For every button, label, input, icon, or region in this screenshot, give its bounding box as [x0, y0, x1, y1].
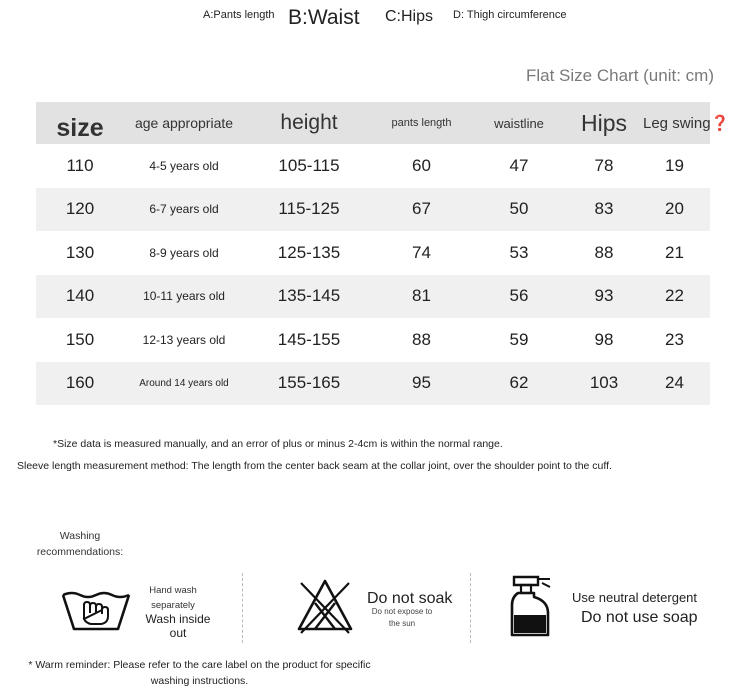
no-sun-label: Do not expose to the sun [371, 607, 433, 628]
table-row [36, 318, 710, 362]
no-bleach-triangle-icon [295, 577, 355, 640]
cell-leg-swing: 20 [665, 199, 684, 219]
cell-pants-length: 74 [412, 242, 431, 262]
hand-wash-line3: Wash inside out [145, 612, 211, 640]
cell-hips: 78 [594, 155, 614, 175]
washing-title: Washing recommendations: [36, 530, 124, 558]
divider [242, 573, 243, 643]
cell-waistline: 50 [509, 199, 529, 219]
chart-title: Flat Size Chart (unit: cm) [526, 66, 714, 85]
cell-size: 130 [65, 242, 95, 262]
cell-leg-swing: 21 [665, 242, 684, 262]
cell-age: 8-9 years old [149, 245, 219, 260]
header-size: size [56, 113, 104, 142]
table-row [36, 144, 710, 188]
size-table [36, 102, 730, 405]
header-waistline: waistline [494, 115, 544, 131]
no-soap-label: Do not use soap [581, 609, 698, 626]
hand-wash-basin-icon [60, 583, 132, 640]
no-soak-label: Do not soak [367, 590, 453, 607]
cell-age: 4-5 years old [149, 158, 219, 173]
cell-hips: 103 [589, 373, 619, 393]
neutral-detergent-label: Use neutral detergent [572, 590, 698, 605]
warm-reminder: * Warm reminder: Please refer to the care label on the product for specific washing instructions. [28, 659, 371, 687]
cell-leg-swing: 23 [665, 329, 684, 349]
header-pants-length: pants length [391, 117, 452, 129]
cell-waistline: 62 [509, 373, 529, 393]
cell-waistline: 59 [509, 329, 529, 349]
legend-waist: B:Waist [288, 6, 360, 29]
table-header [36, 102, 730, 144]
cell-pants-length: 88 [412, 329, 431, 349]
cell-pants-length: 67 [412, 199, 431, 219]
header-age: age appropriate [134, 115, 234, 131]
cell-size: 160 [65, 373, 95, 393]
sleeve-note: Sleeve length measurement method: The length from the center back seam at the collar joint, over the shoulder point to the cuff. [17, 460, 612, 472]
cell-hips: 88 [594, 242, 614, 262]
measurement-note: *Size data is measured manually, and an error of plus or minus 2-4cm is within the normal range. [53, 438, 503, 450]
cell-waistline: 47 [509, 155, 529, 175]
cell-height: 115-125 [278, 199, 340, 219]
table-row [36, 362, 710, 406]
cell-height: 135-145 [277, 286, 341, 306]
legend-thigh: D: Thigh circumference [453, 9, 567, 21]
hand-wash-line2: separately [151, 600, 195, 611]
cell-waistline: 53 [509, 242, 529, 262]
divider [470, 573, 471, 643]
cell-age: 6-7 years old [149, 202, 219, 217]
table-row [36, 188, 710, 232]
legend-pants-length: A:Pants length [203, 9, 275, 21]
cell-hips: 98 [594, 329, 614, 349]
cell-size: 140 [65, 286, 95, 306]
cell-size: 110 [66, 155, 94, 175]
cell-height: 155-165 [277, 373, 341, 393]
legend-hips: C:Hips [385, 8, 434, 25]
cell-size: 120 [65, 199, 95, 219]
cell-age: 10-11 years old [143, 289, 225, 304]
spray-bottle-icon [508, 573, 558, 644]
cell-height: 125-135 [277, 242, 341, 262]
hand-wash-line1: Hand wash [149, 585, 197, 596]
cell-leg-swing: 24 [665, 373, 684, 393]
cell-hips: 83 [594, 199, 614, 219]
cell-age: Around 14 years old [139, 377, 229, 389]
cell-leg-swing: 19 [665, 155, 684, 175]
cell-pants-length: 95 [412, 373, 431, 393]
cell-age: 12-13 years old [142, 332, 226, 347]
cell-waistline: 56 [509, 286, 529, 306]
cell-pants-length: 81 [412, 286, 431, 306]
table-row [36, 275, 710, 319]
cell-height: 145-155 [277, 329, 341, 349]
header-hips: Hips [580, 109, 627, 136]
cell-hips: 93 [594, 286, 614, 306]
table-row [36, 231, 710, 275]
header-height: height [280, 111, 338, 134]
cell-height: 105-115 [278, 155, 340, 175]
header-leg-swing: Leg swing❓ [643, 115, 730, 132]
cell-size: 150 [65, 329, 95, 349]
cell-pants-length: 60 [412, 155, 431, 175]
cell-leg-swing: 22 [665, 286, 684, 306]
